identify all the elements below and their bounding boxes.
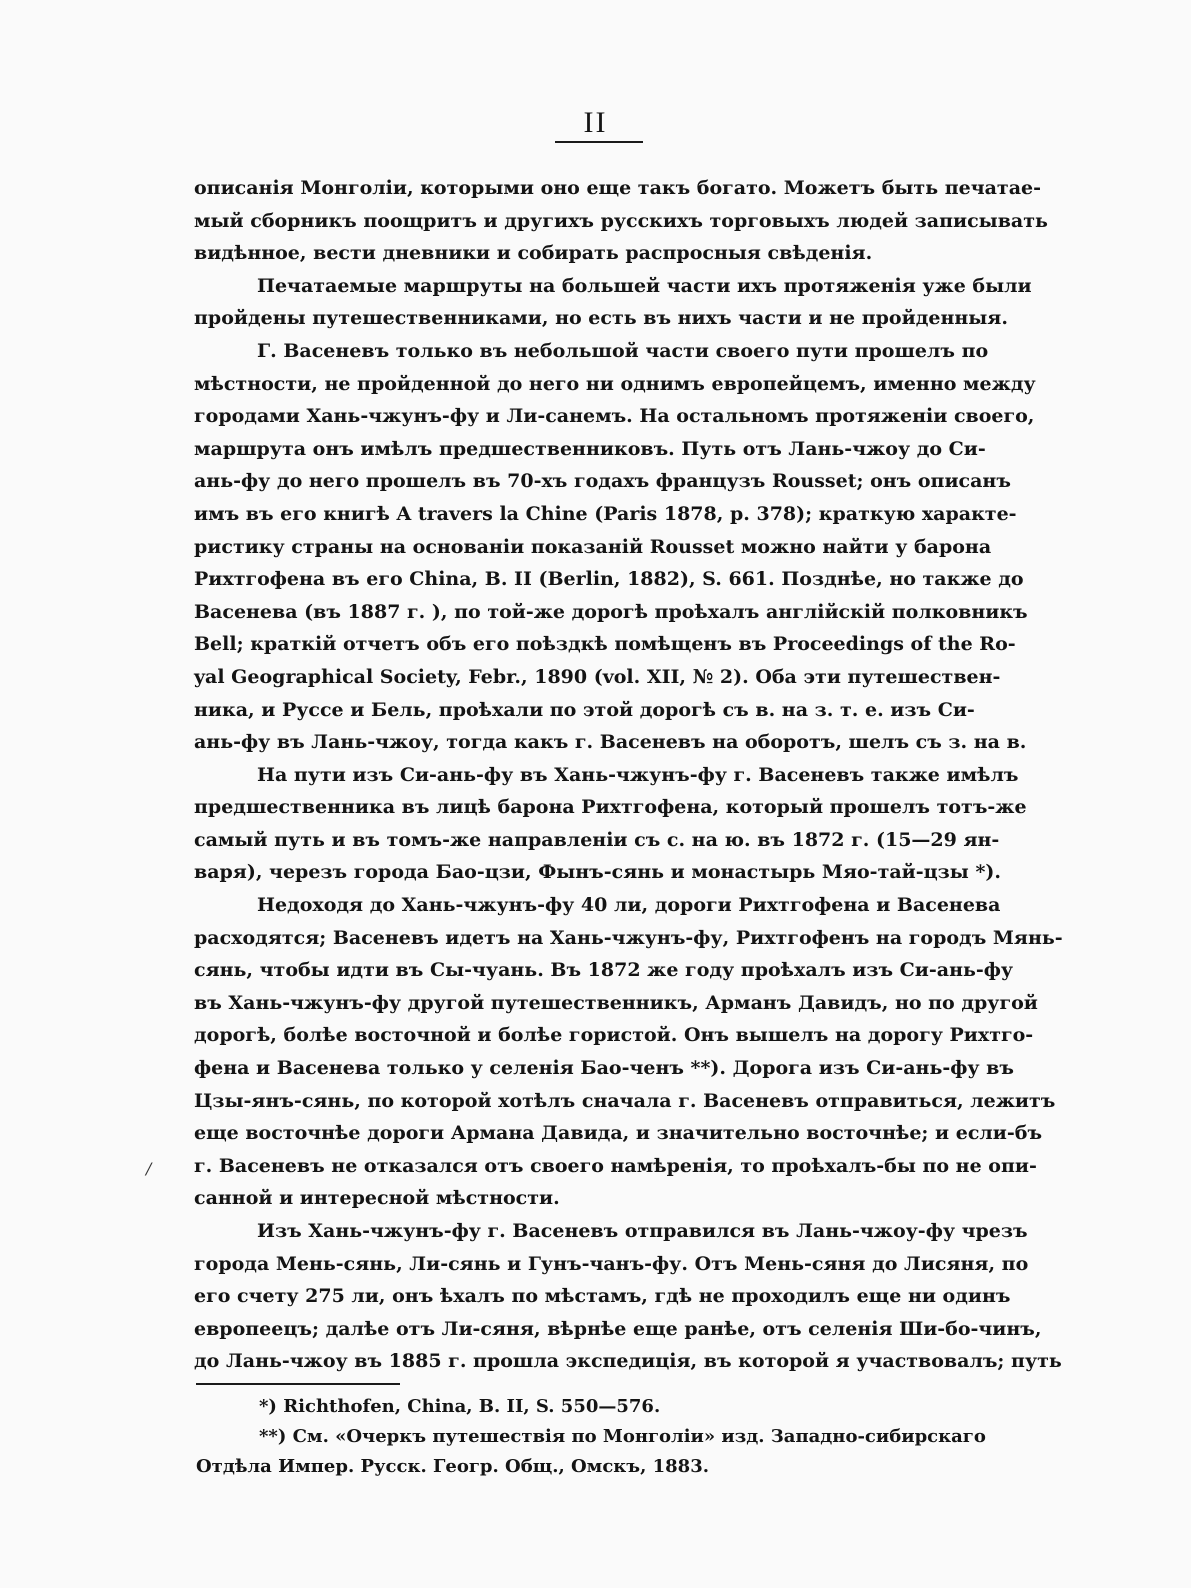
text-line: описанія Монголіи, которыми оно еще такъ богато. Можетъ быть печатае- — [194, 177, 1041, 199]
text-line: видѣнное, вести дневники и собирать распросныя свѣденія. — [194, 242, 873, 265]
text-line: мый сборникъ поощритъ и другихъ русскихъ торговыхъ людей записывать — [194, 209, 1048, 232]
text-line: въ Хань-чжунъ-фу другой путешественникъ, Арманъ Давидъ, но по другой — [194, 991, 1038, 1014]
text-line: еще восточнѣе дороги Армана Давида, и значительно восточнѣе; и если-бъ — [194, 1122, 1043, 1145]
text-line: маршрута онъ имѣлъ предшественниковъ. Путь отъ Лань-чжоу до Си- — [194, 437, 986, 460]
text-line: до Лань-чжоу въ 1885 г. прошла экспедиція, въ которой я участвовалъ; путь — [194, 1350, 1062, 1373]
footnote-2-continuation: Отдѣла Импер. Русск. Геогр. Общ., Омскъ, 1883. — [196, 1456, 709, 1477]
text-line: Васенева (въ 1887 г. ), по той-же дорогѣ проѣхалъ англійскій полковникъ — [194, 600, 1028, 623]
text-line: Изъ Хань-чжунъ-фу г. Васеневъ отправился въ Лань-чжоу-фу чрезъ — [257, 1220, 1028, 1242]
text-line: ристику страны на основаніи показаній Rousset можно найти у барона — [194, 535, 992, 558]
text-line: ань-фу въ Лань-чжоу, тогда какъ г. Васеневъ на оборотъ, шелъ съ з. на в. — [194, 731, 1027, 754]
text-line: его счету 275 ли, онъ ѣхалъ по мѣстамъ, гдѣ не проходилъ еще ни одинъ — [194, 1285, 1011, 1308]
text-line: Цзы-янъ-сянь, по которой хотѣлъ сначала г. Васеневъ отправиться, лежитъ — [194, 1089, 1056, 1112]
text-line: самый путь и въ томъ-же направленіи съ с. на ю. въ 1872 г. (15—29 ян- — [194, 828, 1000, 851]
header-rule — [555, 141, 643, 143]
footnote-2: **) См. «Очеркъ путешествія по Монголіи» изд. Западно-сибирскаго — [259, 1426, 986, 1447]
text-line: имъ въ его книгѣ A travers la Chine (Paris 1878, p. 378); краткую характе- — [194, 502, 1017, 525]
text-line: ань-фу до него прошелъ въ 70-хъ годахъ французъ Rousset; онъ описанъ — [194, 470, 1011, 493]
text-line: городами Хань-чжунъ-фу и Ли-санемъ. На остальномъ протяженіи своего, — [194, 405, 1035, 428]
text-line: г. Васеневъ не отказался отъ своего намѣренія, то проѣхалъ-бы по не опи- — [194, 1154, 1037, 1177]
text-line: Недоходя до Хань-чжунъ-фу 40 ли, дороги Рихтгофена и Васенева — [257, 894, 1001, 917]
footnote-1: *) Richthofen, China, B. II, S. 550—576. — [259, 1396, 661, 1417]
text-line: сянь, чтобы идти въ Сы-чуань. Въ 1872 же году проѣхалъ изъ Си-ань-фу — [194, 959, 1014, 982]
text-line: ника, и Руссе и Бель, проѣхали по этой дорогѣ съ в. на з. т. е. изъ Си- — [194, 698, 975, 721]
text-line: Печатаемые маршруты на большей части ихъ протяженія уже были — [257, 274, 1032, 297]
page-number: II — [583, 106, 608, 139]
page-header — [0, 108, 1191, 138]
text-line: европеецъ; далѣе отъ Ли-сяня, вѣрнѣе еще ранѣе, отъ селенія Ши-бо-чинъ, — [194, 1317, 1042, 1340]
text-line: предшественника въ лицѣ барона Рихтгофена, который прошелъ тотъ-же — [194, 796, 1027, 819]
footnotes — [196, 1392, 986, 1482]
text-line: расходятся; Васеневъ идетъ на Хань-чжунъ-фу, Рихтгофенъ на городъ Мянь- — [194, 926, 1063, 949]
text-line: yal Geographical Society, Febr., 1890 (vol. XII, № 2). Оба эти путешествен- — [194, 665, 1001, 688]
footnote-rule — [196, 1383, 400, 1385]
body-text — [194, 172, 1063, 1378]
text-line: Рихтгофена въ его China, B. II (Berlin, 1882), S. 661. Позднѣе, но также до — [194, 568, 1024, 591]
text-line: дорогѣ, болѣе восточной и болѣе гористой. Онъ вышелъ на дорогу Рихтго- — [194, 1024, 1034, 1047]
text-line: Bell; краткій отчетъ объ его поѣздкѣ помѣщенъ въ Proceedings of the Ro- — [194, 633, 1016, 656]
margin-mark: / — [146, 1159, 152, 1178]
text-line: Г. Васеневъ только въ небольшой части своего пути прошелъ по — [257, 339, 989, 362]
text-line: города Мень-сянь, Ли-сянь и Гунъ-чанъ-фу. Отъ Мень-сяня до Лисяня, по — [194, 1252, 1029, 1275]
text-line: варя), черезъ города Бао-цзи, Фынъ-сянь и монастырь Мяо-тай-цзы *). — [194, 861, 1001, 884]
text-line: На пути изъ Си-ань-фу въ Хань-чжунъ-фу г. Васеневъ также имѣлъ — [257, 763, 1019, 786]
text-line: мѣстности, не пройденной до него ни однимъ европейцемъ, именно между — [194, 372, 1036, 395]
text-line: фена и Васенева только у селенія Бао-ченъ **). Дорога изъ Си-ань-фу въ — [194, 1057, 1014, 1080]
text-line: санной и интересной мѣстности. — [194, 1187, 560, 1210]
text-line: пройдены путешественниками, но есть въ нихъ части и не пройденныя. — [194, 307, 1008, 330]
